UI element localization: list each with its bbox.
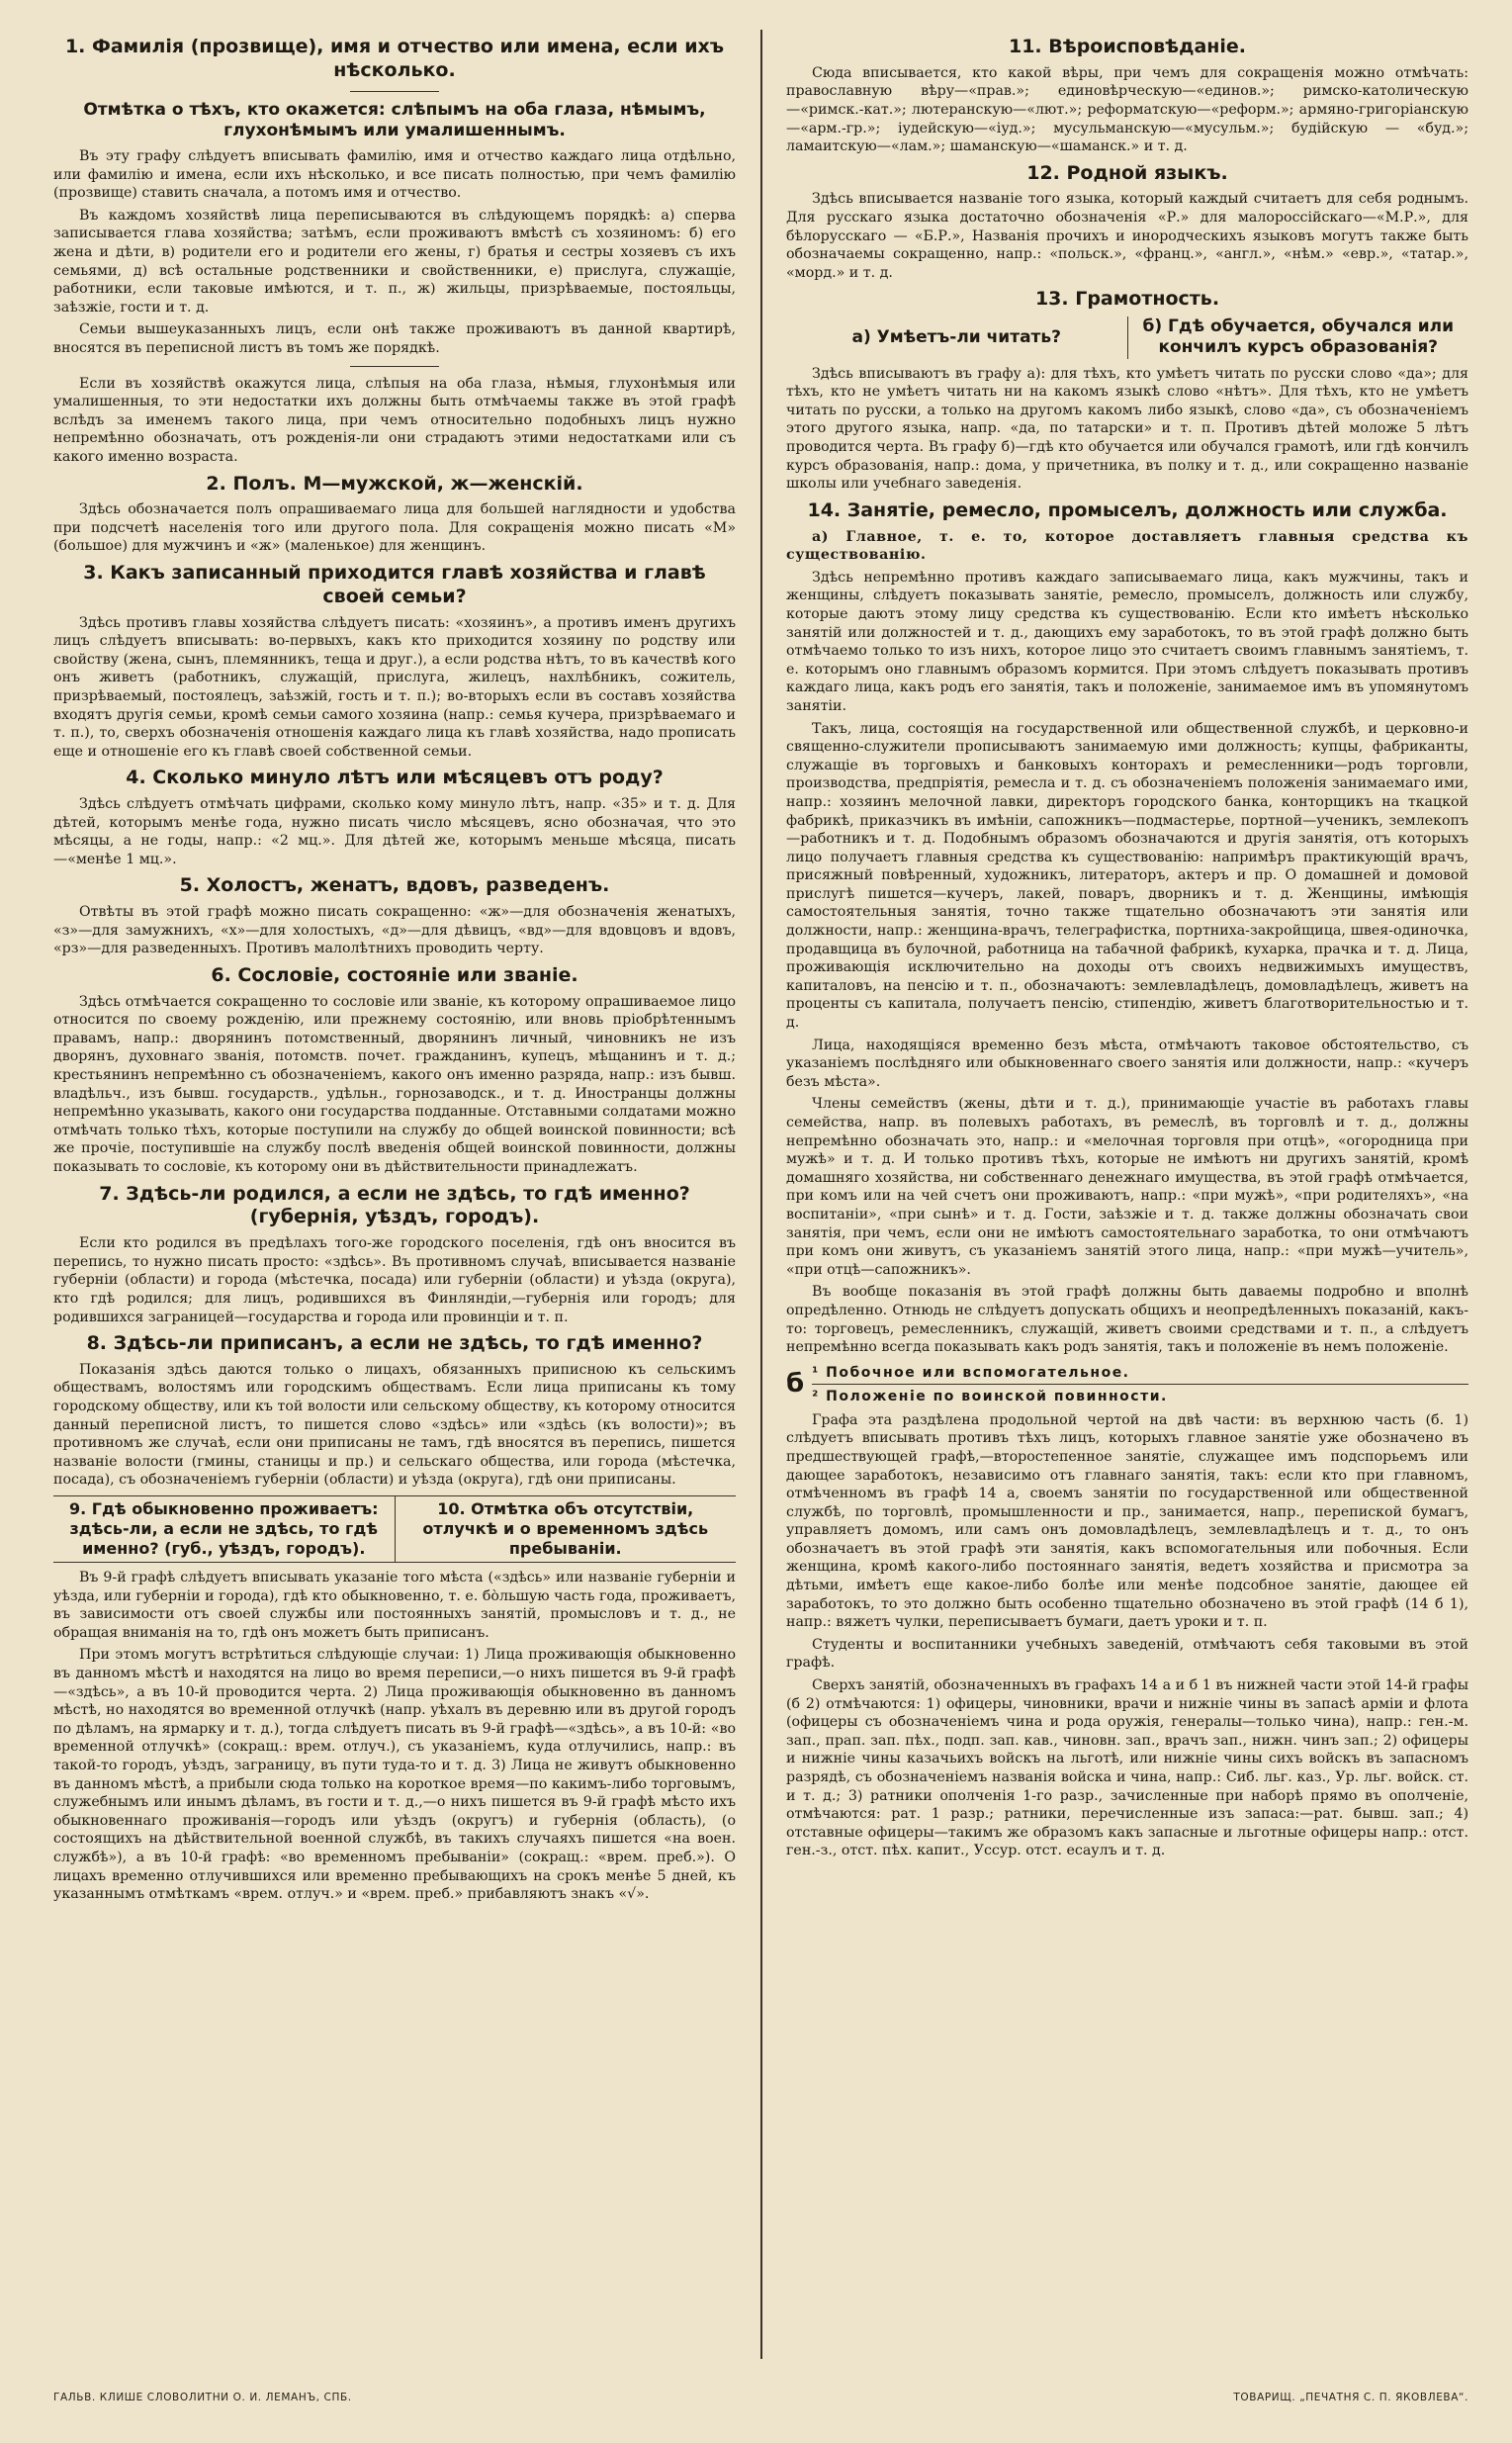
section-8-paragraph: Показанія здѣсь даются только о лицахъ, обязанныхъ приписною къ сельскимъ обществамъ, волостямъ или городскимъ обществамъ. Если лица приписаны къ тому городскому обществу, или къ той волости или сельскому обществу, къ которому относится данный переписной листъ, то пишется слово «здѣсь» или «здѣсь (къ волости)»; въ противномъ же случаѣ, если они приписаны не тамъ, гдѣ вносятся въ перепись, пишется названіе волости (гмины, станицы и пр.) и сельскаго общества, или города (мѣстечка, посада), съ обозначеніемъ губерніи (области) и уѣзда (округа), гдѣ они приписаны. <box>53 1361 736 1489</box>
section-1-mark-title: Отмѣтка о тѣхъ, кто окажется: слѣпымъ на оба глаза, нѣмымъ, глухонѣмымъ или умалишеннымъ. <box>83 99 706 140</box>
section-14-paragraph: Въ вообще показанія въ этой графѣ должны быть даваемы подробно и вполнѣ опредѣленно. Отнюдь не слѣдуетъ допускать общихъ и неопредѣленныхъ показаній, какъ-то: торговецъ, ремесленникъ, служащій, живетъ своими средствами и т. п., а слѣдуетъ непремѣнно всегда показывать какъ родъ занятія, такъ и положеніе въ немъ положеніе. <box>786 1284 1468 1356</box>
section-14-paragraph: Сверхъ занятій, обозначенныхъ въ графахъ 14 а и б 1 въ нижней части этой 14-й графы (б 2) отмѣчаются: 1) офицеры, чиновники, врачи и нижніе чины въ запасѣ арміи и флота (офицеры съ обозначеніемъ чина и рода оружія, генералы—только чина), напр.: ген.-м. зап., прап. зап. пѣх., подп. зап. кав., чиновн. зап., врачъ зап., нижн. чинъ зап.; 2) офицеры и нижніе чины казачьихъ войскъ на льготѣ, или нижніе чины сихъ войскъ въ запасномъ разрядѣ, съ обозначеніемъ названія войска и чина, напр.: Сиб. льг. каз., Ур. льг. войск. ст. и т. д.; 3) ратники ополченія 1-го разр., зачисленные при наборѣ прямо въ ополченіе, отмѣчаются: рат. 1 разр.; ратники, перечисленные изъ запаса:—рат. бывш. зап.; 4) отставные офицеры—такимъ же образомъ какъ запасные и льготные офицеры напр.: отст. ген.-з., отст. пѣх. капит., Уссур. отст. есаулъ и т. д. <box>786 1677 1468 1859</box>
section-3-paragraph: Здѣсь противъ главы хозяйства слѣдуетъ писать: «хозяинъ», а противъ именъ другихъ лицъ слѣдуетъ вписывать: во-первыхъ, какъ кто приходится хозяину по родству или свойству (жена, сынъ, племянникъ, теща и друг.), а если родства нѣтъ, то въ качествѣ кого онъ живетъ (работникъ, служащій, прислуга, жилецъ, нахлѣбникъ, сожитель, призрѣваемый, постоялецъ, заѣзжій, гость и т. п.); во-вторыхъ если въ составъ хозяйства входятъ другія семьи, кромѣ семьи самого хозяина (напр.: семья кучера, призрѣваемаго и т. п.), то, сверхъ обозначенія отношенія каждаго лица къ главѣ хозяйства, надо прописать еще и отношеніе его къ главѣ своей собственной семьи. <box>53 614 736 760</box>
section-9-10-header <box>53 1495 736 1563</box>
printer-footer <box>53 2392 1468 2403</box>
footer-left-imprint: ГАЛЬВ. КЛИШЕ СЛОВОЛИТНИ О. И. ЛЕМАНЪ, СПБ. <box>53 2392 352 2403</box>
two-column-layout <box>53 30 1468 2359</box>
section-1-paragraph: Въ каждомъ хозяйствѣ лица переписываются въ слѣдующемъ порядкѣ: а) сперва записывается глава хозяйства; затѣмъ, если проживаютъ вмѣстѣ съ хозяиномъ: б) его жена и дѣти, в) родители его и родители его жены, г) братья и сестры хозяевъ съ ихъ семьями, д) всѣ остальные родственники и свойственники, е) прислуга, служащіе, работники, если таковые имѣются, и т. п., ж) жильцы, призрѣваемые, постояльцы, заѣзжіе, гости и т. д. <box>53 207 736 316</box>
section-5-paragraph: Отвѣты въ этой графѣ можно писать сокращенно: «ж»—для обозначенія женатыхъ, «з»—для замужнихъ, «х»—для холостыхъ, «д»—для дѣвицъ, «вд»—для вдовцовъ и вдовъ, «рз»—для разведенныхъ. Противъ малолѣтнихъ проводить черту. <box>53 904 736 957</box>
section-14-paragraph: Студенты и воспитанники учебныхъ заведеній, отмѣчаютъ себя таковыми въ этой графѣ. <box>786 1636 1468 1672</box>
section-13-title: 13. Грамотность. <box>1034 288 1220 311</box>
section-13a-question: а) Умѣетъ-ли читать? <box>851 326 1062 347</box>
section-14a-heading: а) Главное, т. е. то, которое доставляетъ главныя средства къ существованію. <box>786 528 1468 564</box>
section-1-paragraph: Если въ хозяйствѣ окажутся лица, слѣпыя на оба глаза, нѣмыя, глухонѣмыя или умалишенныя, то эти недостатки ихъ должны быть отмѣчаемы также въ этой графѣ вслѣдъ за именемъ такого лица, при чемъ относительно подобныхъ лицъ нужно непремѣнно обозначать, отъ рожденія-ли они страдаютъ этими недостатками или съ какого именно возраста. <box>53 375 736 465</box>
section-14b-letter: б <box>786 1369 805 1400</box>
divider <box>350 366 439 367</box>
section-1-paragraph: Семьи вышеуказанныхъ лицъ, если онѣ также проживаютъ въ данной квартирѣ, вносятся въ переписной листъ въ томъ же порядкѣ. <box>53 321 736 356</box>
section-14-paragraph: Такъ, лица, состоящія на государственной или общественной службѣ, и церковно-и священно-служители прописываютъ занимаемую ими должность; купцы, фабриканты, служащіе въ торговыхъ и банковыхъ конторахъ и ремесленники—родъ торговли, производства, предпріятія, ремесла и т. д. съ обозначеніемъ положенія занимаемаго ими, напр.: хозяинъ мелочной лавки, директоръ городского банка, конторщикъ на ткацкой фабрикѣ, приказчикъ въ имѣніи, сапожникъ—подмастерье, портной—ученикъ, землекопъ—работникъ и т. д. Подобнымъ образомъ обозначаются и другія занятія, отъ которыхъ лицо получаетъ главныя средства къ существованію: напримѣръ практикующій врачъ, присяжный повѣренный, художникъ, литераторъ, актеръ и пр. О домашней и домовой прислугѣ пишется—кучеръ, лакей, поваръ, дворникъ и т. д. Женщины, имѣющія самостоятельныя занятія, точно также тщательно обозначаютъ эти занятія или должности, напр.: женщина-врачъ, телеграфистка, портниха-закройщица, швея-одиночка, продавщица въ булочной, работница на табачной фабрикѣ, кухарка, прачка и т. д. Лица, проживающія исключительно на доходы отъ своихъ недвижимыхъ имуществъ, капиталовъ, на пенсію и т. п., обозначаютъ: землевладѣлецъ, домовладѣлецъ, живетъ на проценты съ капитала, получаетъ пенсію, стипендію, живетъ благотворительностью и т. д. <box>786 720 1468 1032</box>
column-divider <box>760 30 762 2359</box>
section-14b2-title: ² Положеніе по воинской повинности. <box>812 1388 1168 1404</box>
divider <box>350 91 439 92</box>
section-7-paragraph: Если кто родился въ предѣлахъ того-же городского поселенія, гдѣ онъ вносится въ перепись, то нужно писать просто: «здѣсь». Въ противномъ случаѣ, вписывается названіе губерніи (области) и города (мѣстечка, посада) или губерніи (области) и уѣзда (округа), кто гдѣ родился; для лицъ, родившихся въ Финляндіи,—губернія или городъ; для родившихся заграницей—государства и города или провинціи и т. п. <box>53 1235 736 1325</box>
section-4-title: 4. Сколько минуло лѣтъ или мѣсяцевъ отъ роду? <box>126 767 664 789</box>
section-13-paragraph: Здѣсь вписываютъ въ графу а): для тѣхъ, кто умѣетъ читать по русски слово «да»; для тѣхъ, кто не умѣетъ читать ни на какомъ языкѣ слово «нѣтъ». Для тѣхъ, кто не умѣетъ читать по русски, а только на другомъ какомъ либо языкѣ, слово «да», съ обозначеніемъ этого другого языка, напр. «да, по татарски» и т. п. Противъ дѣтей моложе 5 лѣтъ проводится черта. Въ графу б)—гдѣ кто обучается или обучался грамотѣ, или гдѣ кончилъ курсъ образованія, напр.: дома, у причетника, въ полку и т. д., или сокращенно названіе школы или учебнаго заведенія. <box>786 365 1468 493</box>
section-14-paragraph: Лица, находящіяся временно безъ мѣста, отмѣчаютъ таковое обстоятельство, съ указаніемъ послѣдняго или обыкновеннаго своего занятія или должности, напр.: «кучеръ безъ мѣста». <box>786 1037 1468 1090</box>
section-14-paragraph: Здѣсь непремѣнно противъ каждаго записываемаго лица, какъ мужчины, такъ и женщины, слѣдуетъ показывать занятіе, ремесло, промыселъ, должность или службу, которые даютъ этому лицу средства къ существованію. Если кто имѣетъ нѣсколько занятій или должностей и т. д., дающихъ ему заработокъ, то въ этой графѣ должно быть отмѣчаемо только то изъ нихъ, которое лицо это считаетъ своимъ главнымъ занятіемъ, т. е. которымъ оно главнымъ образомъ кормится. При этомъ слѣдуетъ показывать противъ каждаго лица, какъ родъ его занятія, такъ и положеніе, занимаемое имъ въ упомянутомъ занятіи. <box>786 569 1468 714</box>
section-9-paragraph: Въ 9-й графѣ слѣдуетъ вписывать указаніе того мѣста («здѣсь» или названіе губерніи и уѣзда, или губерніи и города), гдѣ кто обыкновенно, т. е. бо̀льшую часть года, проживаетъ, въ зависимости отъ своей службы или постоянныхъ занятій, промысловъ и т. д., не обращая вниманія на то, гдѣ онъ можетъ быть приписанъ. <box>53 1570 736 1641</box>
section-12-title: 12. Родной языкъ. <box>1026 161 1228 184</box>
left-column <box>53 30 736 2359</box>
section-2-title: 2. Полъ. М—мужской, ж—женскій. <box>206 472 583 495</box>
section-13b-question: б) Гдѣ обучается, обучался или кончилъ курсъ образованія? <box>1127 317 1469 359</box>
section-13-questions <box>786 317 1468 359</box>
section-14-paragraph: Члены семействъ (жены, дѣти и т. д.), принимающіе участіе въ работахъ главы семейства, напр. въ полевыхъ работахъ, въ ремеслѣ, въ торговлѣ и т. д., должны непремѣнно обозначать это, напр.: и «мелочная торговля при отцѣ», «огородница при мужѣ» и т. д. И только противъ тѣхъ, которые не имѣютъ ни другихъ занятій, кромѣ домашняго хозяйства, ни собственнаго денежнаго имущества, въ этой графѣ отмѣчается, при комъ или на чей счетъ они проживаютъ, напр.: «при мужѣ», «при родителяхъ», «на воспитаніи», «при сынѣ» и т. д. Гости, заѣзжіе и т. д. также должны обозначать свои занятія, при чемъ, если они не имѣютъ самостоятельнаго заработка, то они отмѣчаютъ при комъ они живутъ, съ указаніемъ занятій этого лица, напр.: «при мужѣ—учитель», «при отцѣ—сапожникъ». <box>786 1096 1468 1278</box>
section-14b-header <box>786 1361 1468 1407</box>
section-7-title: 7. Здѣсь-ли родился, а если не здѣсь, то гдѣ именно? (губернія, уѣздъ, городъ). <box>99 1182 690 1228</box>
section-9-paragraph: При этомъ могутъ встрѣтиться слѣдующіе случаи: 1) Лица проживающія обыкновенно въ данномъ мѣстѣ и находятся на лицо во время переписи,—о нихъ пишется въ 9-й графѣ—«здѣсь», а въ 10-й проводится черта. 2) Лица проживающія обыкновенно въ данномъ мѣстѣ, но находятся во временной отлучкѣ (напр. уѣхалъ въ деревню или въ другой городъ по дѣламъ, на ярмарку и т. д.), тогда слѣдуетъ писать въ 9-й графѣ—«здѣсь», а въ 10-й: «во временной отлучкѣ» (сокращ.: врем. отлуч.), съ указаніемъ, куда отлучились, напр.: въ такой-то городъ, уѣздъ, заграницу, въ пути туда-то и т. д. 3) Лица не живутъ обыкновенно въ данномъ мѣстѣ, а прибыли сюда только на короткое время—по какимъ-либо торговымъ, служебнымъ или инымъ дѣламъ, въ гости и т. д.,—о нихъ пишется въ 9-й графѣ мѣсто ихъ обыкновеннаго проживанія—городъ или уѣздъ (округъ) и губернія (область), (о состоящихъ на дѣйствительной военной службѣ, въ такихъ случаяхъ пишется «на воен. службѣ»), а въ 10-й графѣ: «во временномъ пребываніи» (сокращ.: «врем. преб.»). О лицахъ временно отлучившихся или временно пребывающихъ на срокъ менѣе 5 дней, къ указаннымъ отмѣткамъ «врем. отлуч.» и «врем. преб.» прибавляютъ знакъ «√». <box>53 1647 736 1903</box>
section-14b1-title: ¹ Побочное или вспомогательное. <box>812 1364 1130 1381</box>
footer-right-imprint: ТОВАРИЩ. „ПЕЧАТНЯ С. П. ЯКОВЛЕВА“. <box>1233 2392 1468 2403</box>
right-column <box>786 30 1468 2359</box>
section-1-paragraph: Въ эту графу слѣдуетъ вписывать фамилію, имя и отчество каждаго лица отдѣльно, или фамилію и имена, если ихъ нѣсколько, и все писать полностью, при чемъ фамилію (прозвище) ставить сначала, а потомъ имя и отчество. <box>53 148 736 202</box>
section-10-title: 10. Отмѣтка объ отсутствіи, отлучкѣ и о временномъ здѣсь пребываніи. <box>422 1499 709 1558</box>
section-2-paragraph: Здѣсь обозначается полъ опрашиваемаго лица для большей наглядности и удобства при подсчетѣ населенія того или другого пола. Для сокращенія можно писать «М» (большое) для мужчинъ и «ж» (маленькое) для женщинъ. <box>53 501 736 555</box>
section-11-title: 11. Вѣроисповѣданіе. <box>1008 36 1247 57</box>
section-8-title: 8. Здѣсь-ли приписанъ, а если не здѣсь, то гдѣ именно? <box>86 1332 703 1355</box>
section-5-title: 5. Холостъ, женатъ, вдовъ, разведенъ. <box>179 874 610 897</box>
section-9-title: 9. Гдѣ обыкновенно проживаетъ: здѣсь-ли, а если не здѣсь, то гдѣ именно? (губ., уѣздъ, городъ). <box>68 1499 379 1558</box>
section-12-paragraph: Здѣсь вписывается названіе того языка, который каждый считаетъ для себя роднымъ. Для русскаго языка достаточно обозначенія «Р.» для малороссійскаго—«М.Р.», для бѣлорусскаго — «Б.Р.», Названія прочихъ и инородческихъ языковъ могутъ также быть обозначаемы сокращенно, напр.: «польск.», «франц.», «англ.», «нѣм.» «евр.», «татар.», «морд.» и т. д. <box>786 191 1468 281</box>
section-14-title: 14. Занятіе, ремесло, промыселъ, должность или служба. <box>807 498 1448 521</box>
section-1-title: 1. Фамилія (прозвище), имя и отчество или имена, если ихъ нѣсколько. <box>64 36 725 81</box>
section-6-title: 6. Сословіе, состояніе или званіе. <box>211 963 578 986</box>
section-11-paragraph: Сюда вписывается, кто какой вѣры, при чемъ для сокращенія можно отмѣчать: православную вѣру—«прав.»; единовѣрческую—«единов.»; римско-католическую—«римск.-кат.»; лютеранскую—«лют.»; реформатскую—«реформ.»; армяно-григоріанскую—«арм.-гр.»; іудейскую—«іуд.»; мусульманскую—«мусульм.»; будійскую — «буд.»; ламаитскую—«лам.»; шаманскую—«шаманск.» и т. д. <box>786 64 1468 155</box>
section-14-paragraph: Графа эта раздѣлена продольной чертой на двѣ части: въ верхнюю часть (б. 1) слѣдуетъ вписывать противъ тѣхъ лицъ, которыхъ главное занятіе уже обозначено въ предшествующей графѣ,—второстепенное занятіе, служащее имъ подспорьемъ или дающее заработокъ, независимо отъ главнаго занятія, такъ: если кто при главномъ, отмѣченномъ въ графѣ 14 а, своемъ занятіи по государственной или общественной службѣ, по торговлѣ, промышленности и пр., занимается, напр., перепиской бумагъ, управляетъ домомъ, или самъ онъ домовладѣлецъ, землевладѣлецъ и т. д., то онъ обозначаетъ въ этой графѣ эти занятія, какъ вспомогательныя или побочныя. Если женщина, кромѣ какого-либо постояннаго занятія, ведетъ хозяйства и присмотра за дѣтьми, имѣетъ еще какое-либо болѣе или менѣе подсобное занятіе, дающее ей заработокъ, то это должно быть особенно тщательно обозначено въ этой графѣ (14 б 1), напр.: вяжетъ чулки, переписываетъ бумаги, даетъ уроки и т. п. <box>786 1411 1468 1631</box>
section-3-title: 3. Какъ записанный приходится главѣ хозяйства и главѣ своей семьи? <box>83 562 706 607</box>
section-4-paragraph: Здѣсь слѣдуетъ отмѣчать цифрами, сколько кому минуло лѣтъ, напр. «35» и т. д. Для дѣтей, которымъ менѣе года, нужно писать число мѣсяцевъ, ясно обозначая, что это мѣсяцы, а не годы, напр.: «2 мц.». Для дѣтей же, которымъ меньше мѣсяца, писать—«менѣе 1 мц.». <box>53 796 736 867</box>
section-6-paragraph: Здѣсь отмѣчается сокращенно то сословіе или званіе, къ которому опрашиваемое лицо относится по своему рожденію, или прежнему состоянію, или вновь пріобрѣтеннымъ правамъ, напр.: дворянинъ потомственный, дворянинъ личный, чиновникъ не изъ дворянъ, духовнаго званія, потомств. почет. гражданинъ, купецъ, мѣщанинъ и т. д.; крестьянинъ непремѣнно съ обозначеніемъ, какого онъ именно разряда, напр.: изъ бывш. владѣльч., изъ бывш. государств., удѣльн., горнозаводск., и т. д. Иностранцы должны непремѣнно указывать, какого они государства подданные. Отставными солдатами можно отмѣчать только тѣхъ, которые поступили на службу до общей воинской повинности; всѣ же прочіе, поступившіе на службу послѣ введенія общей воинской повинности, должны показывать то сословіе, къ которому они въ дѣйствительности принадлежатъ. <box>53 993 736 1176</box>
